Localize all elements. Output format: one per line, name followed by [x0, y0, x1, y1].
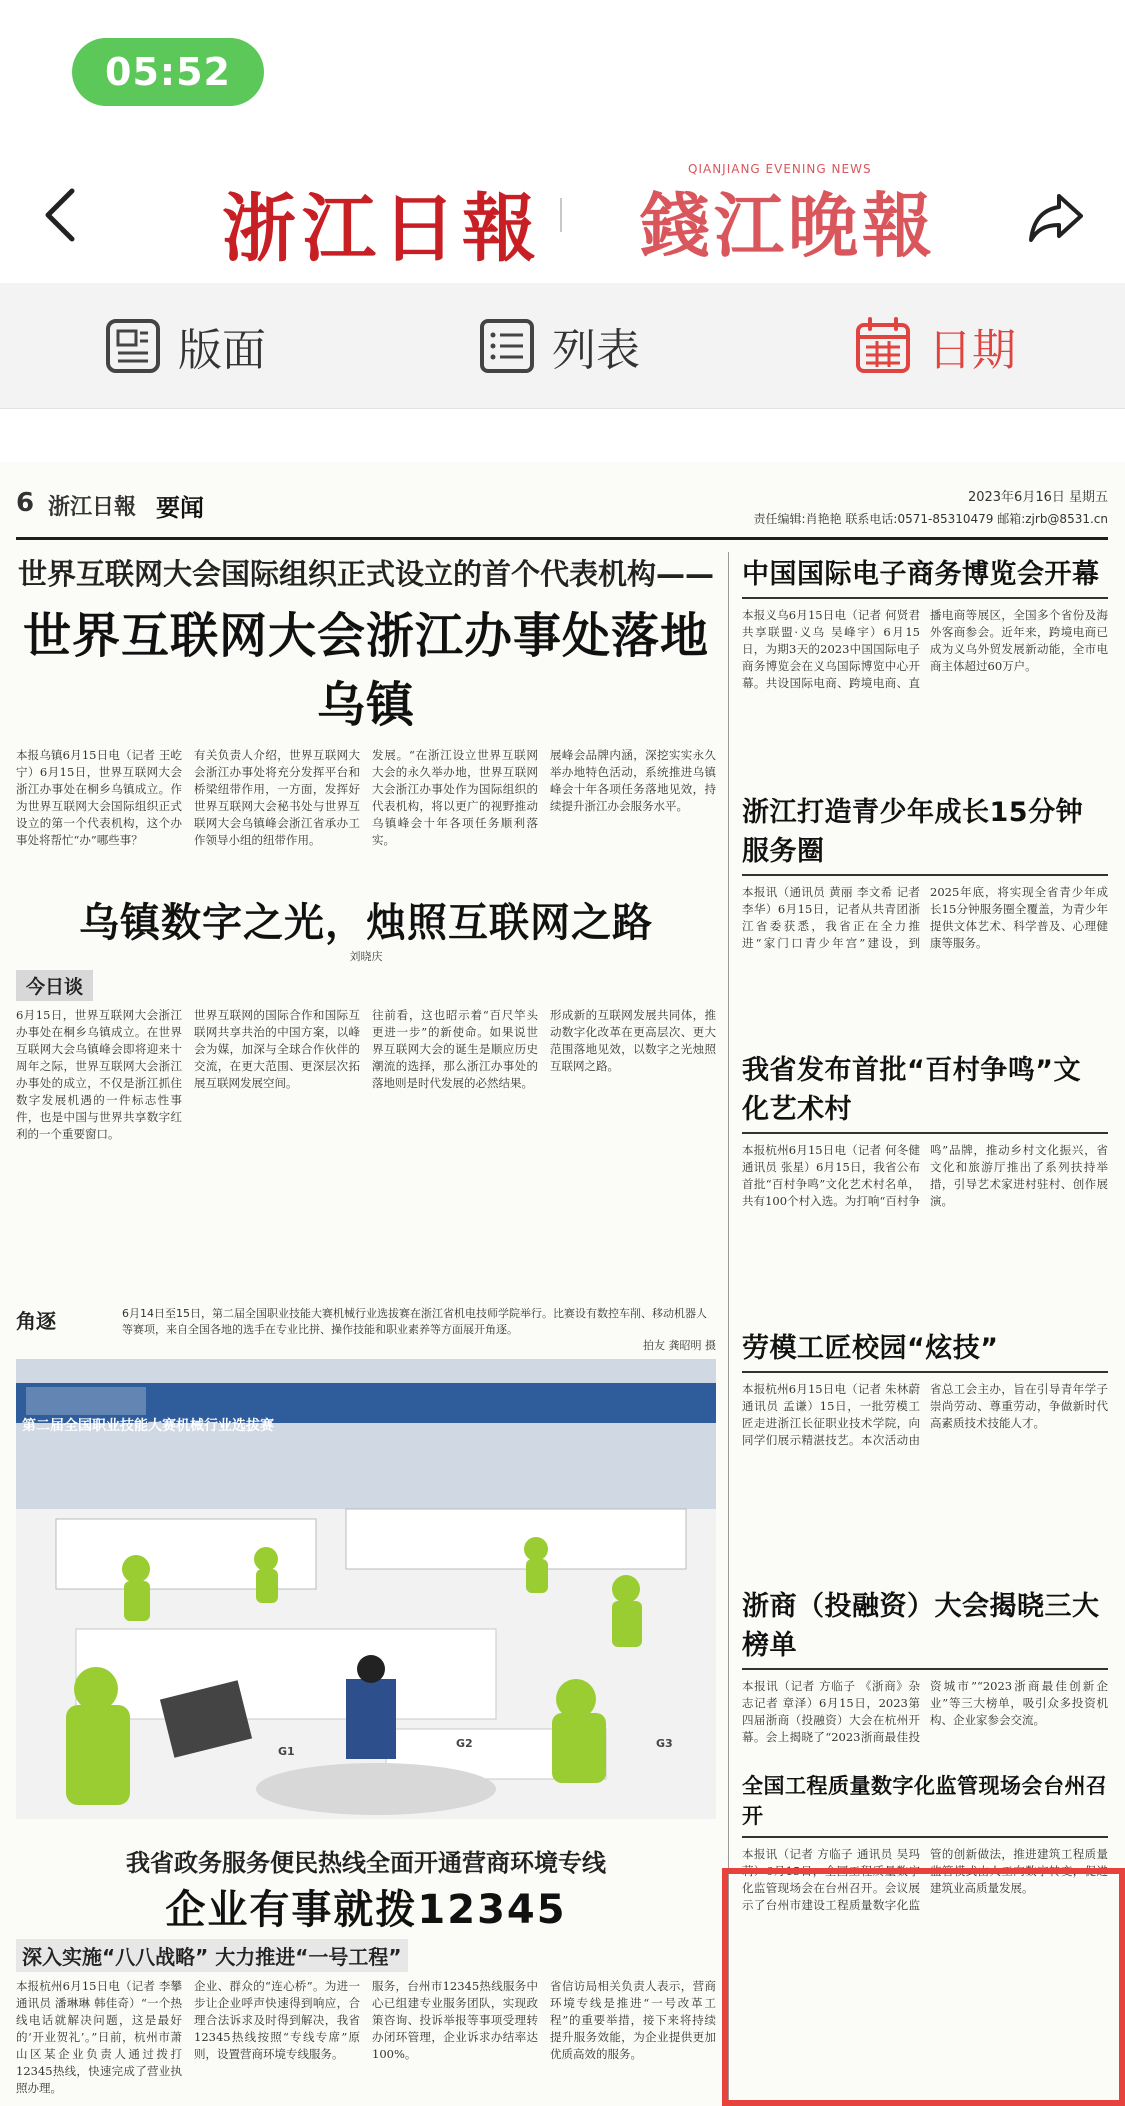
newspaper-page[interactable]: [0, 462, 1125, 2106]
feature-article[interactable]: [16, 891, 716, 1295]
right-article-6[interactable]: [742, 1770, 1108, 1970]
lead-body-3: 发展。“在浙江设立世界互联网大会的永久举办地，世界互联网大会浙江办事处作为国际组织的代表机构，将以更广的视野推动乌镇峰会十年各项任务顺利落实。: [372, 748, 538, 847]
paper-editor-line: 责任编辑:肖艳艳 联系电话:0571-85310479 邮箱:zjrb@8531.cn: [753, 512, 1108, 526]
paper-brand: 浙江日報: [48, 494, 137, 520]
feature-body-4: 形成新的互联网发展共同体，推动数字化改革在更高层次、更大范围落地见效，以数字之光烛照互联网之路。: [550, 1008, 716, 1073]
photo-credit: 拍友 龚昭明 摄: [643, 1339, 716, 1352]
tab-banmian[interactable]: [102, 309, 266, 383]
hotline-body-1: 本报杭州6月15日电（记者 李攀 通讯员 潘琳琳 韩佳奇）“一个热线电话就解决问题，这是最好的‘开业贺礼’。”日前，杭州市萧山区某企业负责人通过拨打12345热线，快速完成了营业执照办理。: [16, 1979, 182, 2095]
right-article-6-title: 全国工程质量数字化监管现场会台州召开: [742, 1774, 1108, 1828]
right-article-1-title: 中国国际电子商务博览会开幕: [742, 559, 1100, 590]
app-header: [0, 150, 1125, 280]
right-article-4[interactable]: [742, 1326, 1108, 1576]
right-article-3-body: 本报杭州6月15日电（记者 何冬健 通讯员 张星）6月15日，我省公布首批“百村争鸣”文化艺术村名单，共有100个村入选。为打响“百村争鸣”品牌，推动乡村文化振兴，省文化和旅游厅推出了系列扶持举措，引导艺术家进村驻村、创作展演。: [742, 1143, 1108, 1208]
today-commentary-tag: 今日谈: [16, 970, 93, 1001]
hotline-subsection: 深入实施“八八战略” 大力推进“一号工程”: [16, 1939, 408, 1972]
photo-sign-g3: G3: [656, 1737, 673, 1750]
qianjiang-evening-logo[interactable]: 錢江晚報: [640, 184, 936, 267]
feature-body-1: 6月15日，世界互联网大会浙江办事处在桐乡乌镇成立。在世界互联网大会乌镇峰会即将迎来十周年之际，世界互联网大会浙江办事处的成立，不仅是浙江抓住数字发展机遇的一件标志性事件，也是中国与世界共享数字红利的一个重要窗口。: [16, 1008, 182, 1141]
right-article-5-body: 本报讯（记者 方临子 《浙商》杂志记者 章泽）6月15日，2023第四届浙商（投融资）大会在杭州开幕。会上揭晓了“2023浙商最佳投资城市”“2023浙商最佳创新企业”等三大榜单，吸引众多投资机构、企业家参会交流。: [742, 1679, 1108, 1744]
lead-kicker: 世界互联网大会国际组织正式设立的首个代表机构——: [17, 557, 714, 591]
list-icon: [476, 315, 538, 377]
feature-author: 刘晓庆: [349, 950, 383, 963]
view-tab-bar: [0, 283, 1125, 409]
page-number: 6: [16, 488, 35, 518]
right-article-3-rule: [742, 1132, 1108, 1134]
right-article-2-title: 浙江打造青少年成长15分钟服务圈: [742, 797, 1084, 867]
right-article-3[interactable]: [742, 1048, 1108, 1318]
right-article-4-rule: [742, 1371, 1108, 1373]
lead-body-4: 展峰会品牌内涵，深挖实实永久举办地特色活动，系统推进乌镇峰会十年各项任务落地见效，持续提升浙江办会服务水平。: [550, 748, 716, 813]
photo-corner-tag: 角逐: [16, 1309, 56, 1333]
photo-banner: 第二届全国职业技能大赛机械行业选拔赛: [22, 1418, 274, 1434]
paper-section: 要闻: [156, 494, 204, 522]
right-article-2-body: 本报讯（通讯员 黄丽 李文希 记者 李华）6月15日，记者从共青团浙江省委获悉，我省正在全力推进“家门口青少年宫”建设，到2025年底，将实现全省青少年成长15分钟服务圈全覆盖，为青少年提供文体艺术、科学普及、心理健康等服务。: [742, 885, 1108, 950]
lead-article[interactable]: [16, 552, 716, 875]
feature-body-3: 往前看，这也昭示着“百尺竿头更进一步”的新使命。如果说世界互联网大会的诞生是顺应历史潮流的选择，那么浙江办事处的落地则是时代发展的必然结果。: [372, 1008, 538, 1090]
photo-feature[interactable]: [16, 1305, 716, 1819]
tab-liebiao-label: 列表: [552, 325, 640, 376]
competition-photo[interactable]: [16, 1359, 716, 1819]
hotline-body-2: 企业、群众的“连心桥”。为进一步让企业呼声快速得到响应，合理合法诉求及时得到解决，我省12345热线按照“专线专席”原则，设置营商环境专线服务。: [194, 1979, 360, 2061]
right-article-1[interactable]: [742, 552, 1108, 782]
right-article-2[interactable]: [742, 790, 1108, 1040]
hotline-body-4: 省信访局相关负责人表示，营商环境专线是推进“一号改革工程”的重要举措，接下来将持续提升服务效能，为企业提供更加优质高效的服务。: [550, 1979, 716, 2061]
lead-body-2: 有关负责人介绍，世界互联网大会浙江办事处将充分发挥平台和桥梁纽带作用，一方面，发挥好世界互联网大会秘书处与世界互联网大会乌镇峰会浙江省承办工作领导小组的纽带作用。: [194, 748, 360, 847]
tab-liebiao[interactable]: [476, 309, 640, 383]
page-layout-icon: [102, 315, 164, 377]
right-article-6-body: 本报讯（记者 方临子 通讯员 吴玛莉）6月15日，全国工程质量数字化监管现场会在台州召开。会议展示了台州市建设工程质量数字化监管的创新做法，推进建筑工程质量监管模式由人工向数字转变，促进建筑业高质量发展。: [742, 1847, 1108, 1912]
lead-body-1: 本报乌镇6月15日电（记者 王屹宁）6月15日，世界互联网大会浙江办事处在桐乡乌镇成立。作为世界互联网大会国际组织正式设立的第一个代表机构，这个办事处将帮忙“办”哪些事？: [16, 748, 182, 847]
right-article-5-rule: [742, 1668, 1108, 1670]
back-button[interactable]: [30, 180, 90, 250]
feature-headline: 乌镇数字之光，烛照互联网之路: [79, 900, 653, 946]
main-column: [16, 552, 716, 2106]
tab-banmian-label: 版面: [178, 325, 266, 376]
status-time: 05:52: [72, 38, 264, 106]
photo-sign-g2: G2: [456, 1737, 473, 1750]
right-article-6-rule: [742, 1836, 1108, 1838]
photo-sign-g1: G1: [278, 1745, 295, 1758]
lead-headline: 世界互联网大会浙江办事处落地乌镇: [22, 608, 709, 733]
share-arrow-icon: [1027, 188, 1085, 246]
right-article-5[interactable]: [742, 1584, 1108, 1754]
hotline-kicker: 我省政务服务便民热线全面开通营商环境专线: [126, 1849, 606, 1877]
hotline-body-3: 服务，台州市12345热线服务中心已组建专业服务团队，实现政策咨询、投诉举报等事项受理转办闭环管理，企业诉求办结率达100%。: [372, 1979, 538, 2061]
paper-header: [16, 480, 1108, 540]
feature-body-2: 世界互联网的国际合作和国际互联网共享共治的中国方案，以峰会为媒，加深与全球合作伙伴的交流，在更大范围、更深层次拓展互联网发展空间。: [194, 1008, 360, 1090]
right-article-5-title: 浙商（投融资）大会揭晓三大榜单: [742, 1591, 1100, 1661]
chevron-left-icon: [40, 185, 80, 245]
calendar-icon: [852, 315, 914, 377]
right-article-4-title: 劳模工匠校园“炫技”: [742, 1333, 999, 1364]
column-divider: [728, 552, 729, 2106]
photo-caption: 6月14日至15日，第二届全国职业技能大赛机械行业选拔赛在浙江省机电技师学院举行。比赛设有数控车削、移动机器人等赛项，来自全国各地的选手在专业比拼、操作技能和职业素养等方面展开角逐。: [122, 1307, 707, 1336]
paper-date: 2023年6月16日 星期五: [967, 490, 1108, 505]
logo-divider: [560, 198, 562, 232]
qianjiang-evening-subtitle: QIANJIANG EVENING NEWS: [688, 162, 872, 176]
side-column: [742, 552, 1108, 1970]
right-article-1-body: 本报义乌6月15日电（记者 何贤君 共享联盟·义乌 吴峰宇）6月15日，为期3天的2023中国国际电子商务博览会在义乌国际博览中心开幕。共设国际电商、跨境电商、直播电商等展区，全国多个省份及海外客商参会。近年来，跨境电商已成为义乌外贸发展新动能，全市电商主体超过60万户。: [742, 608, 1108, 690]
share-button[interactable]: [1027, 188, 1085, 246]
right-article-1-rule: [742, 597, 1108, 599]
right-article-4-body: 本报杭州6月15日电（记者 朱林蔚 通讯员 孟谦）15日，一批劳模工匠走进浙江长征职业技术学院，向同学们展示精湛技艺。本次活动由省总工会主办，旨在引导青年学子崇尚劳动、尊重劳动，争做新时代高素质技术技能人才。: [742, 1382, 1108, 1447]
zhejiang-daily-logo[interactable]: 浙江日報: [222, 186, 542, 272]
hotline-headline: 企业有事就拨12345: [165, 1887, 567, 1933]
hotline-article[interactable]: [16, 1843, 716, 2106]
right-article-2-rule: [742, 874, 1108, 876]
tab-riqi[interactable]: [852, 309, 1016, 383]
right-article-3-title: 我省发布首批“百村争鸣”文化艺术村: [742, 1055, 1081, 1125]
tab-riqi-label: 日期: [928, 325, 1016, 376]
